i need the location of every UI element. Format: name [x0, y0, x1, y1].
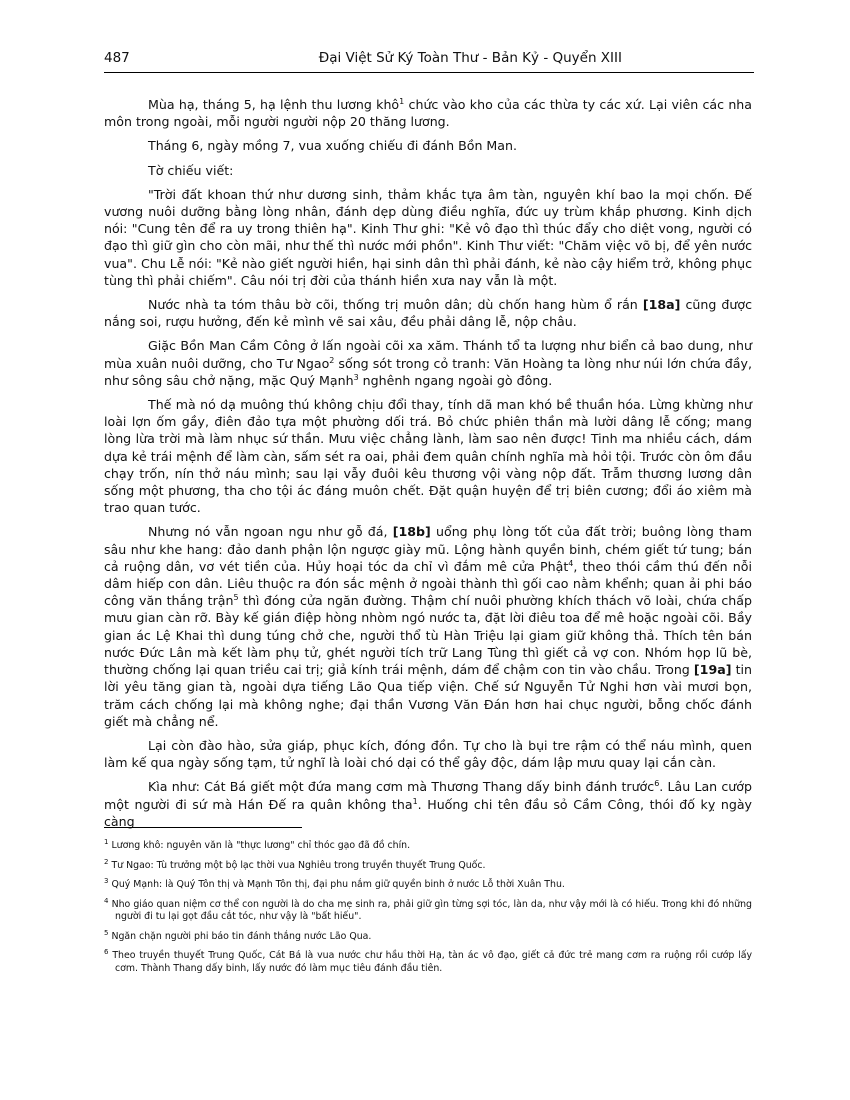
text-run: Nhưng nó vẫn ngoan ngu như gỗ đá, — [148, 524, 393, 540]
footnote-text: Nho giáo quan niệm cơ thể con người là do cha mẹ sinh ra, phải giữ gìn từng sợi tóc, làn da, như vậy mới là có hiếu. Trong khi đó những người đi tu lại gọt đầu cắt tóc, như vậy là "bất hiếu". — [111, 898, 752, 922]
footnote-text: Tư Ngao: Tù trưởng một bộ lạc thời vua Nghiêu trong truyền thuyết Trung Quốc. — [111, 859, 486, 871]
footnote — [104, 896, 752, 924]
text-run: . Lâu Lan cướp một người đi sứ mà Hán Đế ra quân không tha — [104, 779, 752, 812]
footnote — [104, 857, 752, 873]
text-run: , theo thói cầm thú đến nỗi dâm hiếp con dân. Liêu thuộc ra đón sắc mệnh ở ngoài thành thì gối cao nằm khểnh; quan ải phi báo công văn thắng trận — [104, 558, 752, 609]
body-paragraph — [104, 137, 752, 154]
text-run: Mùa hạ, tháng 5, hạ lệnh thu lương khô — [148, 97, 400, 112]
footnotes — [104, 837, 753, 982]
body-paragraph — [104, 778, 752, 830]
text-run: cũng được nắng soi, rượu hưởng, đến kẻ mình vẽ sai xâu, đều phải dâng lễ, nộp châu. — [104, 297, 752, 330]
footnote-ref: 3 — [353, 372, 359, 382]
footnote-ref: 6 — [654, 779, 660, 789]
footnote-text: Quý Mạnh: là Quý Tôn thị và Mạnh Tôn thị, đại phu nắm giữ quyền binh ở nước Lỗ thời Xuân Thu. — [111, 879, 565, 890]
footnote-divider — [104, 827, 302, 828]
footnote-number: 1 — [104, 837, 109, 846]
page-number: 487 — [104, 50, 130, 66]
text-run: nghênh ngang ngoài gò đông. — [358, 372, 553, 388]
body-paragraph — [104, 96, 752, 130]
running-title: Đại Việt Sử Ký Toàn Thư - Bản Kỷ - Quyển XIII — [318, 50, 622, 66]
text-run: Thế mà nó dạ muông thú không chịu đổi thay, tính dã man khó bề thuần hóa. Lừng khừng như loài lợn ốm gầy, điên đảo tựa một phường dối trá. Bỏ chức phiên thần mà lười dâng lễ cống; mang lòng lừa trời mà làm nhục sứ thần. Mưu việc chẳng lành, làm sao nên được! Tinh ma nhiều cách, dám dựa kẻ trái mệnh để làm càn, sấm sét ra oai, phải đem quân chính nghĩa mà hỏi tội. Trước còn ôm đầu chạy trốn, nín thở náu mình; sau lại vẫy đuôi kêu thương vội vàng nộp đất. Trẫm thương lương dân sống một phương, tha cho tội ác đáng muôn chết. Đặt quận huyện để trị biên cương; đổi áo xiêm mà trao quan tước. — [104, 397, 752, 516]
text-run: Lại còn đào hào, sửa giáp, phục kích, đóng đồn. Tự cho là bụi tre rậm có thể náu mình, quen làm kế qua ngày sống tạm, tử nghĩ là loài chó dại có thể gây độc, dám lập mưu quay lại cắn càn. — [104, 737, 752, 771]
text-run: Giặc Bồn Man Cầm Công ở lấn ngoài cõi xa xăm. Thánh tổ ta lượng như biển cả bao dung, như mùa xuân nuôi dưỡng, cho Tư Ngao — [104, 338, 752, 371]
footnote — [104, 837, 752, 853]
text-run: thì đóng cửa ngăn đường. Thậm chí nuôi phường khích thách võ loài, chứa chấp mưu gian càn rỡ. Bày kế gián điệp hòng nhòm ngó nước ta, đặt lời điêu toa để mê hoặc ngoài cõi. Bầy gian ác Lệ Khai thì dung túng chở che, người thổ tù Hàn Triệu lại giam giữ không thả. Thích tên bán nước Đức Lân mà kết làm phụ tử, ghét người tích trữ Lang Tùng thì giết cả vợ con. Nhóm họp lũ bè, thường chống lại quan triều cai trị; giả kính trái mệnh, dám để chậm con tin vào chầu. Trong — [104, 593, 752, 678]
text-run: Tháng 6, ngày mồng 7, vua xuống chiếu đi đánh Bồn Man. — [148, 138, 517, 154]
body-text — [104, 96, 752, 837]
footnote-text: Lương khô: nguyên văn là "thực lương" chỉ thóc gạo đã đồ chín. — [111, 840, 411, 851]
text-run: tin lời yêu tăng gian tà, ngoài dựa tiếng Lão Qua tiếp viện. Chế sứ Nguyễn Tử Nghi hơn vài mươi bọn, trăm cách chống lại mà không nghe; đại thần Vương Văn Đán hơn hai chục người, bỗng chốc đánh giết mà chẳng nể. — [104, 662, 753, 729]
footnote — [104, 928, 752, 944]
folio-marker: [18a] — [642, 297, 681, 313]
body-paragraph — [104, 337, 752, 389]
footnote-number: 5 — [104, 928, 109, 937]
footnote — [104, 947, 753, 975]
footnote-text: Ngăn chặn người phi báo tin đánh thắng nước Lão Qua. — [111, 930, 372, 942]
body-paragraph — [104, 523, 752, 729]
folio-marker: [19a] — [693, 662, 732, 678]
footnote-ref: 1 — [399, 96, 405, 106]
text-run: Nước nhà ta tóm thâu bờ cõi, thống trị muôn dân; dù chốn hang hùm ổ rắn — [148, 297, 643, 313]
text-run: sống sót trong cỏ tranh: Văn Hoàng ta lòng như núi lớn chứa đầy, như sông sâu chở nặng, mặc Quý Mạnh — [104, 355, 752, 388]
body-paragraph — [104, 737, 752, 771]
footnote-number: 2 — [104, 857, 109, 866]
text-run: chức vào kho của các thừa ty các xứ. Lại viên các nha môn trong ngoài, mỗi người người nộp 20 thăng lương. — [104, 97, 753, 130]
footnote-ref: 1 — [412, 796, 418, 806]
footnote-ref: 2 — [329, 355, 335, 365]
page-header — [104, 50, 754, 73]
text-run: "Trời đất khoan thứ như dương sinh, thảm khắc tựa âm tàn, nguyên khí bao la mọi chốn. Đế vương nuôi dưỡng bằng lòng nhân, đánh dẹp dùng điều nghĩa, đức uy trùm khắp phương. Kinh dịch nói: "Cung tên để ra uy trong thiên hạ". Kinh Thư ghi: "Kẻ vô đạo thì thúc đẩy cho diệt vong, người có đạo thì giữ gìn cho còn mãi, như thế thì nước mới phồn". Kinh Thư viết: "Chăm việc võ bị, để yên nước vua". Chu Lễ nói: "Kẻ nào giết người hiền, hại sinh dân thì phải đánh, kẻ nào cậy hiểm trở, không phục tùng thì phải chiếm". Câu nói trị đời của thánh hiền xưa nay vẫn là một. — [104, 186, 752, 288]
folio-marker: [18b] — [392, 524, 431, 540]
text-run: . Huống chi tên đầu sỏ Cầm Công, thói đố kỵ ngày càng — [104, 796, 752, 829]
body-paragraph — [104, 162, 752, 179]
text-run: Tờ chiếu viết: — [148, 162, 234, 178]
footnote-number: 6 — [104, 947, 109, 956]
body-paragraph — [104, 396, 752, 516]
footnote-ref: 4 — [568, 558, 574, 568]
footnote-number: 3 — [104, 876, 109, 885]
body-paragraph — [104, 186, 752, 289]
footnote-ref: 5 — [233, 593, 239, 603]
body-paragraph — [104, 296, 752, 330]
text-run: uổng phụ lòng tốt của đất trời; buông lòng tham sâu như khe hang: đảo danh phận lộn ngược giày mũ. Lộng hành quyền binh, chém giết tứ tung; bán cả ruộng dân, vơ vét tiền của. Hủy hoại tóc da chỉ vì đắm mê cửa Phật — [104, 524, 753, 574]
text-run: Kìa như: Cát Bá giết một đứa mang cơm mà Thương Thang dấy binh đánh trước — [148, 779, 655, 795]
footnote-number: 4 — [104, 896, 109, 905]
footnote — [104, 876, 752, 892]
footnote-text: Theo truyền thuyết Trung Quốc, Cát Bá là vua nước chư hầu thời Hạ, tàn ác vô đạo, giết cả đức trẻ mang cơm ra ruộng rồi cướp lấy cơm. Thành Thang dấy binh, lấy nước đó làm mục tiêu đánh đầu tiên. — [112, 950, 753, 974]
